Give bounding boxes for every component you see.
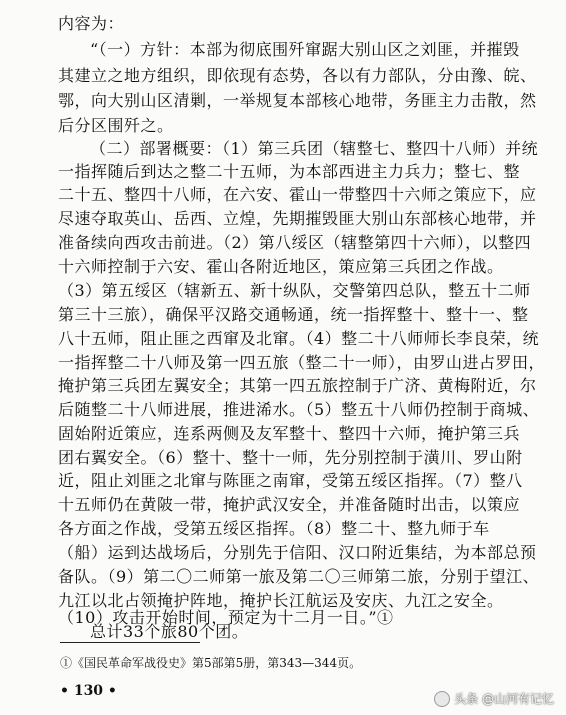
text-line: “（一）方针：本部为彻底围歼窜踞大别山区之刘匪，并摧毁 (90, 40, 520, 59)
text-line: 固始附近策应，连系两侧及友军整十、整四十六师，掩护第三兵 (58, 424, 521, 443)
text-line: （10）攻击开始时间，预定为十二月一日。”① (58, 608, 394, 627)
text-line: 团右翼安全。（6）整十、整十一师，先分别控制于潢川、罗山附 (58, 448, 523, 467)
text-line: 鄂，向大别山区清剿，一举规复本部核心地带，务匪主力击散，然 (58, 91, 537, 110)
text-line: 备队。（9）第二〇二师第一旅及第二〇三师第二旅，分别于望江、 (58, 567, 540, 586)
text-line: 尽速夺取英山、岳西、立煌，先期摧毁匪大别山东部核心地带，并 (58, 209, 537, 228)
watermark (434, 690, 554, 707)
text-line: 近，阻止刘匪之北窜与陈匪之南窜，受第五绥区指挥。（7）整八 (58, 471, 523, 490)
text-line: 总计33个旅80个团。 (90, 622, 249, 641)
text-line: 八十五师，阻止匪之西窜及北窜。（4）整二十八师师长李良荣，统 (58, 329, 540, 348)
text-line: 一指挥整二十八师及第一四五旅（整二十一师），由罗山进占罗田， (58, 353, 546, 372)
text-line: 一指挥随后到达之整二十五师，为本部西进主力兵力；整七、整 (58, 162, 521, 181)
text-line: 十六师控制于六安、霍山各附近地区，策应第三兵团之作战。 (58, 257, 504, 276)
footnote-divider (60, 642, 200, 643)
text-line: 十五师仍在黄陂一带，掩护武汉安全，并准备随时出击，以策应 (58, 495, 521, 514)
text-line: （二）部署概要：（1）第三兵团（辖整七、整四十八师）并统 (90, 139, 539, 158)
text-line: （3）第五绥区（辖新五、新十纵队，交警第四总队，整五十二师 (58, 281, 531, 300)
watermark-logo-icon (434, 691, 450, 707)
text-line: 掩护第三兵团左翼安全；其第一四五旅控制于广济、黄梅附近，尔 (58, 376, 537, 395)
page-number: • 130 • (60, 683, 117, 699)
text-line: 后随整二十八师进展，推进浠水。（5）整五十八师仍控制于商城、 (58, 400, 540, 419)
text-line: 内容为： (58, 14, 125, 33)
text-line: 准备续向西攻击前进。（2）第八绥区（辖整第四十六师），以整四 (58, 233, 532, 252)
text-line: 各方面之作战，受第五绥区指挥。（8）整二十、整九师于车 (58, 519, 490, 538)
text-line: 后分区围歼之。 (58, 116, 174, 135)
footnote: ①《国民革命军战役史》第5部第5册，第343—344页。 (60, 656, 362, 670)
text-line: 第三十三旅），确保平汉路交通畅通，统一指挥整十、整十一、整 (58, 305, 529, 324)
text-line: 其建立之地方组织，即依现有态势，各以有力部队，分由豫、皖、 (58, 66, 537, 85)
text-line: 二十五、整四十八师，在六安、霍山一带整四十六师之策应下，应 (58, 185, 537, 204)
text-line: （船）运到达战场后，分别先于信阳、汉口附近集结，为本部总预 (58, 543, 537, 562)
watermark-text: 头条 @山河有记忆 (454, 692, 554, 706)
text-line: 九江以北占领掩护阵地，掩护长江航运及安庆、九江之安全。 (58, 591, 504, 610)
